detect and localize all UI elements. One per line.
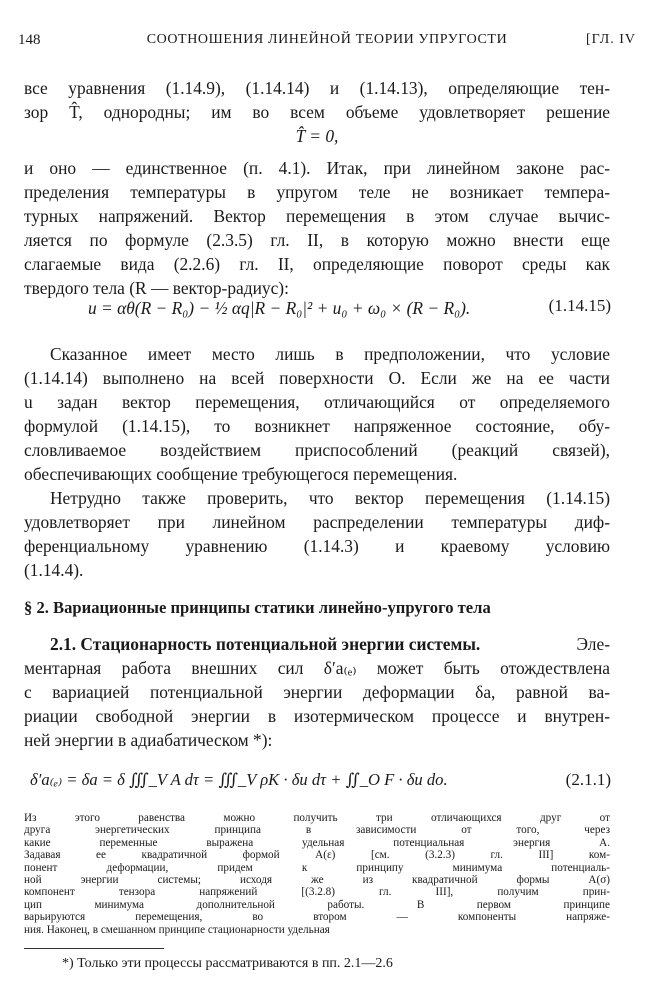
- equation-2-1-1: δ′a₍ₑ₎ = δa = δ ∭_V A dτ = ∭_V ρK · δu dτ + ∬_O F · δu do.: [30, 770, 448, 789]
- text-line: обеспечивающих сообщение требующегося перемещения.: [24, 464, 458, 484]
- text-line: компонент тензора напряжений [(3.2.8) гл. III], получим прин-: [24, 886, 610, 899]
- text-line: риации свободной энергии в изотермическом процессе и внутрен-: [24, 706, 610, 726]
- equation-number: (1.14.15): [548, 296, 611, 315]
- text-line: турных напряжений. Вектор перемещения в этом случае вычис-: [24, 206, 610, 226]
- section-heading: § 2. Вариационные принципы статики линейно-упругого тела: [24, 598, 491, 617]
- text-line: ментарная работа внешних сил δ′a₍ₑ₎ может быть отождествлена: [24, 658, 610, 678]
- text-line: Сказанное имеет место лишь в предположении, что условие: [50, 344, 610, 364]
- text-line: u задан вектор перемещения, отличающийся от определяемого: [24, 392, 610, 412]
- text-line: Задавая ее квадратичной формой A(ε) [см. (3.2.3) гл. III] ком-: [24, 849, 610, 862]
- text-line: Из этого равенства можно получить три отличающихся друг от: [24, 812, 610, 824]
- text-line: ной энергии системы; исходя же из квадратичной формы A(σ): [24, 874, 610, 886]
- text-line: ния. Наконец, в смешанном принципе стационарности удельная: [24, 923, 330, 936]
- text-line: цип минимума дополнительной работы. В первом принципе: [24, 898, 610, 911]
- text-line: с вариацией потенциальной энергии деформации δa, равной ва-: [24, 682, 610, 702]
- text-line: (1.14.4).: [24, 560, 84, 580]
- text-line: понент деформации, придем к принципу минимума потенциаль-: [24, 861, 610, 874]
- equation-1-14-15: u = αθ(R − R₀) − ½ αq|R − R₀|² + u₀ + ω₀ × (R − R₀).: [88, 298, 471, 318]
- text-line: зор T̂, однородны; им во всем объеме удовлетворяет решение: [24, 102, 610, 122]
- footnote-rule: [24, 948, 164, 949]
- text-line: твердого тела (R — вектор-радиус):: [24, 278, 289, 298]
- text-line: (1.14.14) выполнено на всей поверхности O. Если же на ее части: [24, 368, 610, 388]
- text-line: словливаемое воздействием приспособлений (реакций связей),: [24, 440, 610, 460]
- text-line: слагаемые вида (2.2.6) гл. II, определяющие поворот среды как: [24, 254, 610, 274]
- text-line: и оно — единственное (п. 4.1). Итак, при линейном законе рас-: [24, 158, 610, 178]
- page-number: 148: [18, 32, 41, 48]
- text-line: удовлетворяет при линейном распределении температуры диф-: [24, 512, 610, 532]
- text-line: друга энергетических принципа в зависимости от того, через: [24, 824, 610, 837]
- running-title: СООТНОШЕНИЯ ЛИНЕЙНОЙ ТЕОРИИ УПРУГОСТИ: [146, 32, 508, 47]
- subsection-first-line: [50, 632, 610, 656]
- footnote: *) Только эти процессы рассматриваются в пп. 2.1—2.6: [62, 956, 393, 971]
- text-line: ляется по формуле (2.3.5) гл. II, в которую можно внести еще: [24, 230, 610, 250]
- page-header: [18, 32, 636, 56]
- formula-t-zero: T̂ = 0,: [295, 126, 339, 146]
- text-line: пределения температуры в упругом теле не возникает темпера-: [24, 182, 610, 202]
- chapter-label: [ГЛ. IV: [586, 32, 636, 47]
- equation-number: (2.1.1): [565, 770, 611, 789]
- text-line: варьируются перемещения, во втором — компоненты напряже-: [24, 911, 610, 924]
- text-line: какие переменные выражена удельная потенциальная энергия A.: [24, 836, 610, 849]
- text-line: все уравнения (1.14.9), (1.14.14) и (1.14.13), определяющие тен-: [24, 78, 610, 98]
- text-line: Нетрудно также проверить, что вектор перемещения (1.14.15): [50, 488, 610, 508]
- text-line: ней энергии в адиабатическом *):: [24, 730, 273, 750]
- text-line: ференциальному уравнению (1.14.3) и краевому условию: [24, 536, 610, 556]
- text-line: формулой (1.14.15), то возникнет напряженное состояние, обу-: [24, 416, 610, 436]
- text-fragment: Эле-: [576, 634, 610, 654]
- subsection-title: 2.1. Стационарность потенциальной энергии системы.: [50, 634, 481, 654]
